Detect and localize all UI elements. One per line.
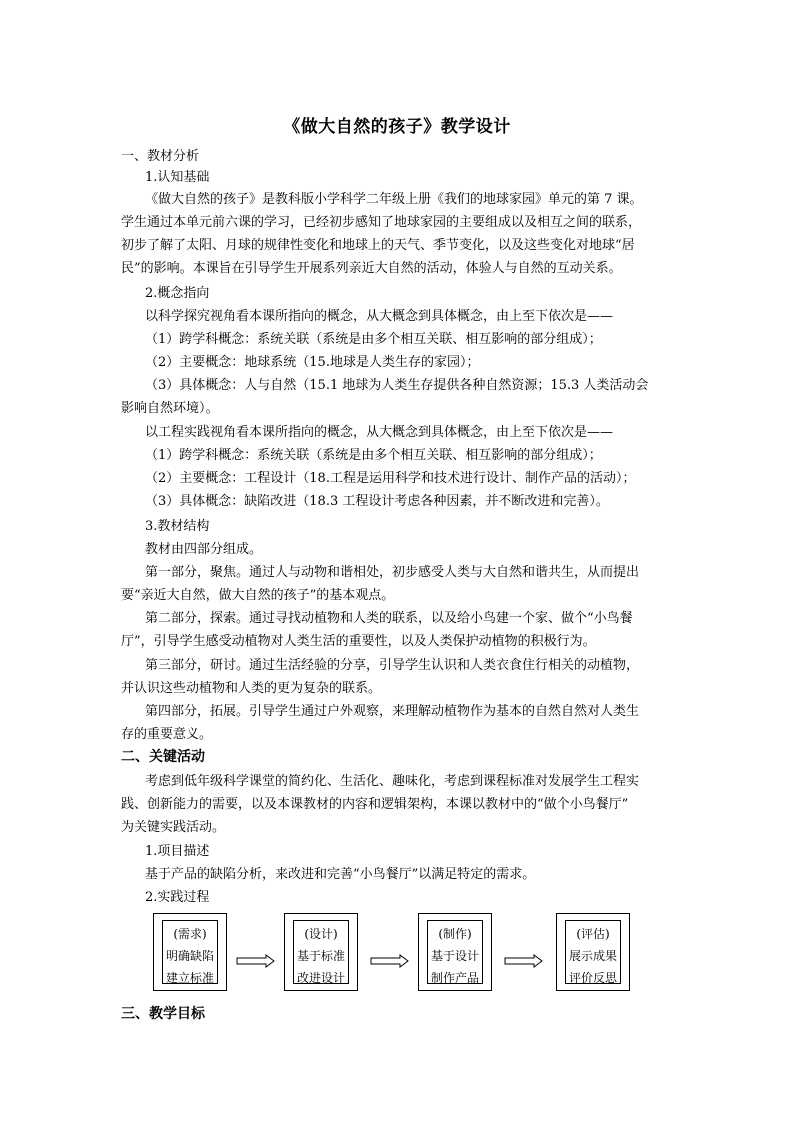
flow-step-head: (设计) xyxy=(304,927,338,941)
paragraph-line: 基于产品的缺陷分析，来改进和完善“小鸟餐厅”以满足特定的需求。 xyxy=(145,867,536,882)
paragraph-line: 第四部分，拓展。引导学生通过户外观察，来理解动植物作为基本的自然自然对人类生 xyxy=(145,704,640,719)
paragraph-line: 教材由四部分组成。 xyxy=(145,542,263,557)
list-item-continued: 影响自然环境）。 xyxy=(121,401,219,416)
subheading-3: 3.教材结构 xyxy=(145,519,210,534)
paragraph-line: 考虑到低年级科学课堂的简约化、生活化、趣味化，考虑到课程标准对发展学生工程实 xyxy=(145,774,640,789)
list-item: （2）主要概念：工程设计（18.工程是运用科学和技术进行设计、制作产品的活动）； xyxy=(145,471,636,486)
flow-step-head: (制作) xyxy=(438,927,472,941)
paragraph-line: 厅”，引导学生感受动植物对人类生活的重要性，以及人类保护动植物的积极行为。 xyxy=(121,634,596,649)
paragraph-line: 以工程实践视角看本课所指向的概念，从大概念到具体概念，由上至下依次是—— xyxy=(145,425,614,440)
flow-step-line: 评价反思 xyxy=(568,971,617,985)
flow-arrow-icon xyxy=(236,954,276,968)
flow-step-line: 基于设计 xyxy=(430,949,479,963)
paragraph-line: 以科学探究视角看本课所指向的概念，从大概念到具体概念，由上至下依次是—— xyxy=(145,309,614,324)
paragraph-line: 并认识这些动植物和人类的更为复杂的联系。 xyxy=(121,681,382,696)
flow-step-evaluation xyxy=(556,913,630,991)
subheading-5: 2.实践过程 xyxy=(145,890,210,905)
flow-step-line: 基于标准 xyxy=(296,949,345,963)
paragraph-line: 践、创新能力的需要，以及本课教材的内容和逻辑架构，本课以教材中的“做个小鸟餐厅” xyxy=(121,797,629,812)
flow-step-inner xyxy=(427,920,483,984)
paragraph-line: 学生通过本单元前六课的学习，已经初步感知了地球家园的主要组成以及相互之间的联系， xyxy=(121,215,642,230)
paragraph-line: 存的重要意义。 xyxy=(121,727,213,742)
flow-step-line: 制作产品 xyxy=(430,971,479,985)
flow-step-head: (评估) xyxy=(576,927,610,941)
paragraph-line: 《做大自然的孩子》是教科版小学科学二年级上册《我们的地球家园》单元的第 7 课。 xyxy=(145,192,643,207)
paragraph-line: 要“亲近大自然，做大自然的孩子”的基本观点。 xyxy=(121,588,395,603)
flow-step-line: 建立标准 xyxy=(165,971,214,985)
section-heading-1: 一、教材分析 xyxy=(121,149,200,164)
list-item: （1）跨学科概念：系统关联（系统是由多个相互关联、相互影响的部分组成）； xyxy=(145,448,602,463)
paragraph-line: 初步了解了太阳、月球的规律性变化和地球上的天气、季节变化，以及这些变化对地球“居 xyxy=(121,238,635,253)
flow-step-inner xyxy=(293,920,349,984)
flow-step-head: (需求) xyxy=(173,927,207,941)
subheading-1: 1.认知基础 xyxy=(145,170,210,185)
flow-step-requirement xyxy=(153,913,227,991)
subheading-2: 2.概念指向 xyxy=(145,286,210,301)
subheading-4: 1.项目描述 xyxy=(145,844,210,859)
paragraph-line: 第一部分，聚焦。通过人与动物和谐相处，初步感受人类与大自然和谐共生，从而提出 xyxy=(145,565,640,580)
flow-arrow-icon xyxy=(504,954,544,968)
flow-step-inner xyxy=(162,920,218,984)
section-heading-2: 二、关键活动 xyxy=(121,749,205,765)
list-item: （3）具体概念：人与自然（15.1 地球为人类生存提供各种自然资源；15.3 人类活动会 xyxy=(145,378,649,393)
paragraph-line: 为关键实践活动。 xyxy=(121,820,226,835)
paragraph-line: 第二部分，探索。通过寻找动植物和人类的联系，以及给小鸟建一个家、做个“小鸟餐 xyxy=(145,611,633,626)
flow-step-line: 改进设计 xyxy=(296,971,345,985)
flow-step-line: 展示成果 xyxy=(568,949,617,963)
paragraph-line: 民”的影响。本课旨在引导学生开展系列亲近大自然的活动，体验人与自然的互动关系。 xyxy=(121,261,622,276)
paragraph-line: 第三部分，研讨。通过生活经验的分享，引导学生认识和人类衣食住行相关的动植物， xyxy=(145,658,640,673)
document-title: 《做大自然的孩子》教学设计 xyxy=(283,117,511,137)
list-item: （2）主要概念：地球系统（15.地球是人类生存的家园）； xyxy=(145,355,480,370)
flow-step-production xyxy=(418,913,492,991)
flow-arrow-icon xyxy=(370,954,410,968)
list-item: （3）具体概念：缺陷改进（18.3 工程设计考虑各种因素，并不断改进和完善）。 xyxy=(145,494,609,509)
list-item: （1）跨学科概念：系统关联（系统是由多个相互关联、相互影响的部分组成）； xyxy=(145,332,602,347)
flow-step-line: 明确缺陷 xyxy=(165,949,214,963)
flow-step-design xyxy=(284,913,358,991)
section-heading-3: 三、教学目标 xyxy=(121,1006,205,1022)
flow-step-inner xyxy=(565,920,621,984)
